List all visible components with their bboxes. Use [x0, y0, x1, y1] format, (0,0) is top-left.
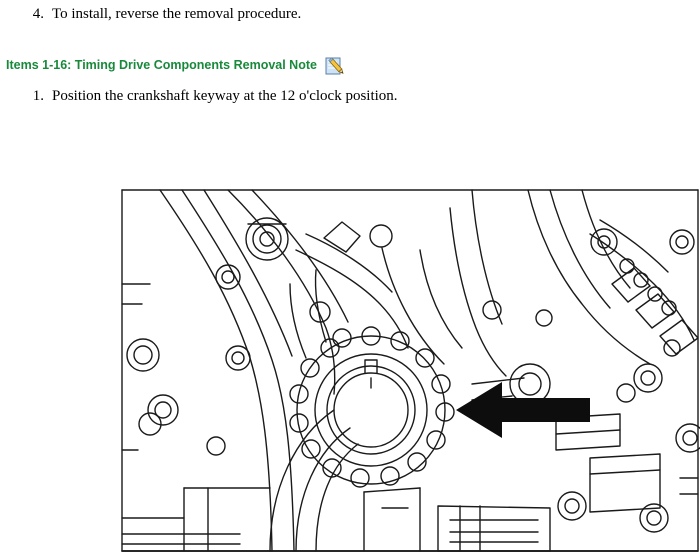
left-pointing-solid-arrow — [456, 382, 590, 438]
removal-note-heading — [6, 54, 347, 76]
removal-note-heading-label: Items 1-16: Timing Drive Components Removal Note — [6, 58, 317, 72]
step-1-text: Position the crankshaft keyway at the 12 o'clock position. — [52, 88, 398, 104]
step-4-text: To install, reverse the removal procedure. — [52, 6, 302, 22]
engine-front-cover-crankshaft-diagram — [120, 188, 700, 553]
note-pencil-icon — [323, 55, 347, 77]
step-1-number: 1. — [32, 88, 44, 104]
step-4-number: 4. — [32, 6, 44, 22]
step-1-paragraph — [22, 86, 398, 106]
step-4-paragraph — [22, 4, 301, 24]
